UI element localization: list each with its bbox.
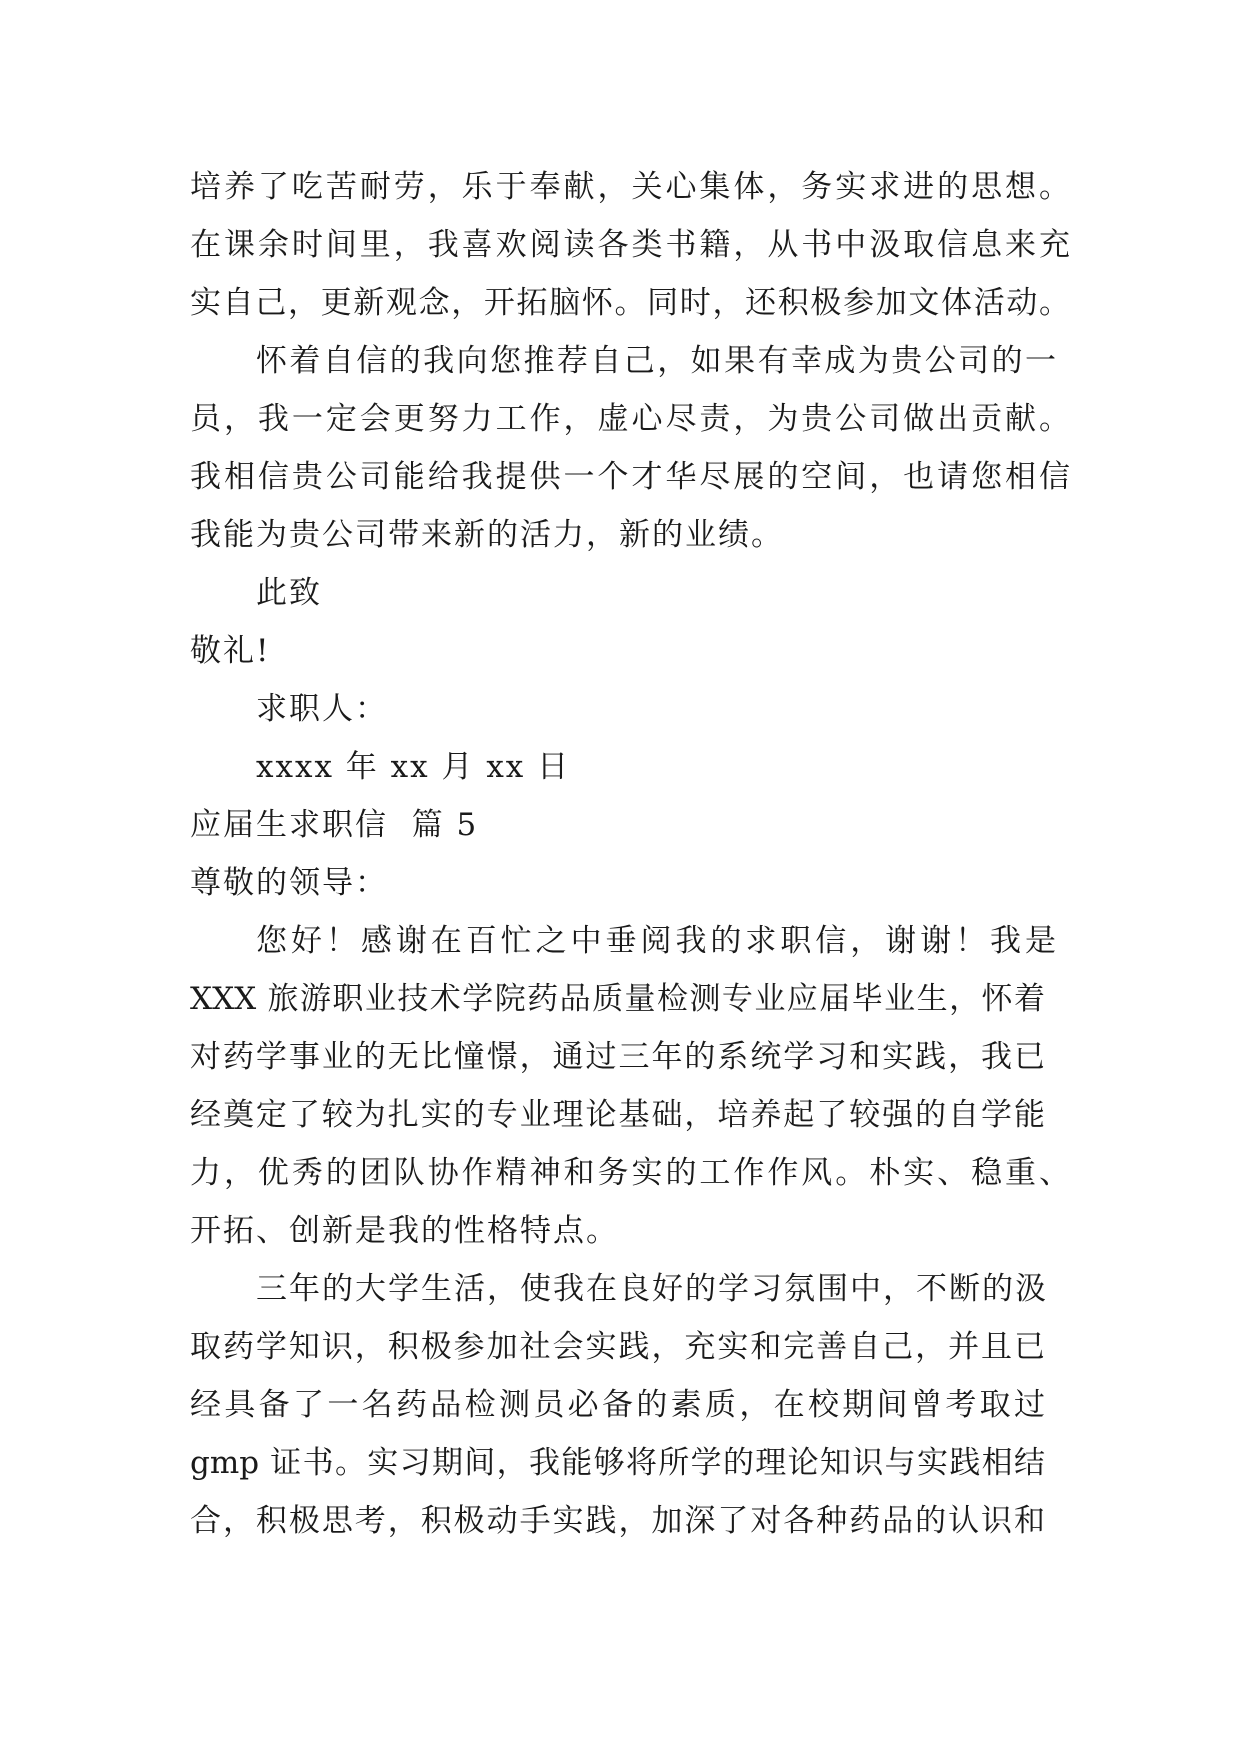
body-text-line: 培养了吃苦耐劳，乐于奉献，关心集体，务实求进的思想。 xyxy=(190,169,1070,205)
body-text-line: 开拓、创新是我的性格特点。 xyxy=(190,1213,619,1249)
closing-salutation: 此致 xyxy=(256,575,322,611)
section-heading: 应届生求职信 篇 5 xyxy=(190,807,479,843)
greeting: 尊敬的领导： xyxy=(190,865,388,901)
body-text-line: 您好！感谢在百忙之中垂阅我的求职信，谢谢！我是 xyxy=(256,923,1056,959)
body-text-line: 我能为贵公司带来新的活力，新的业绩。 xyxy=(190,517,784,553)
body-text-line: 经奠定了较为扎实的专业理论基础，培养起了较强的自学能 xyxy=(190,1097,1045,1133)
body-text-line: 三年的大学生活，使我在良好的学习氛围中，不断的汲 xyxy=(256,1271,1046,1307)
date-line: xxxx 年 xx 月 xx 日 xyxy=(256,749,571,785)
body-text-line: 我相信贵公司能给我提供一个才华尽展的空间，也请您相信 xyxy=(190,459,1070,495)
closing-regards: 敬礼! xyxy=(190,633,271,669)
body-text-line: 经具备了一名药品检测员必备的素质，在校期间曾考取过 xyxy=(190,1387,1045,1423)
body-text-line: 力，优秀的团队协作精神和务实的工作作风。朴实、稳重、 xyxy=(190,1155,1070,1191)
applicant-label: 求职人： xyxy=(256,691,388,727)
body-text-line: 怀着自信的我向您推荐自己，如果有幸成为贵公司的一 xyxy=(256,343,1056,379)
body-text-line: 对药学事业的无比憧憬，通过三年的系统学习和实践，我已 xyxy=(190,1039,1045,1075)
body-text-line: gmp 证书。实习期间，我能够将所学的理论知识与实践相结 xyxy=(190,1445,1045,1481)
body-text-line: 员，我一定会更努力工作，虚心尽责，为贵公司做出贡献。 xyxy=(190,401,1070,437)
body-text-line: 实自己，更新观念，开拓脑怀。同时，还积极参加文体活动。 xyxy=(190,285,1070,321)
body-text-line: 在课余时间里，我喜欢阅读各类书籍，从书中汲取信息来充 xyxy=(190,227,1070,263)
body-text-line: XXX 旅游职业技术学院药品质量检测专业应届毕业生，怀着 xyxy=(190,981,1045,1017)
body-text-line: 合，积极思考，积极动手实践，加深了对各种药品的认识和 xyxy=(190,1503,1045,1539)
body-text-line: 取药学知识，积极参加社会实践，充实和完善自己，并且已 xyxy=(190,1329,1045,1365)
